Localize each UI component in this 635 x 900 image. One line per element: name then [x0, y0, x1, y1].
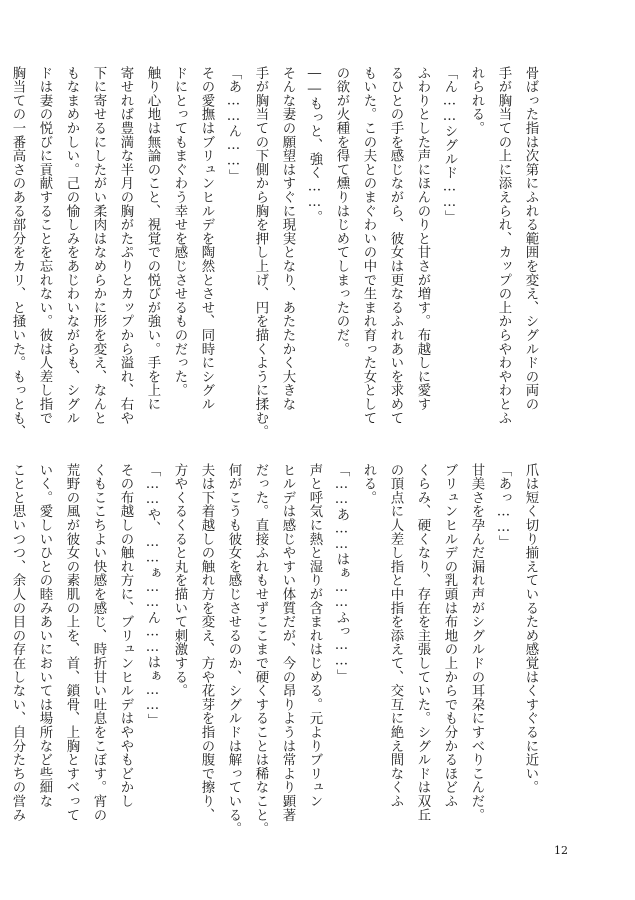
lower-text-column: くもここちよい快感を感じ、時折甘い吐息をこぼす。宵の: [91, 463, 106, 822]
lower-text-column: 荒野の風が彼女の素肌の上を、首、鎖骨、上胸とすべって: [64, 463, 79, 822]
lower-text-column: ヒルデは感じやすい体質だが、今の昂りようは常より顕著: [280, 463, 295, 822]
lower-text-column: の頂点に人差し指と中指を添えて、交互に絶え間なくふ: [388, 463, 403, 808]
upper-text-column: の欲が火種を得て燻りはじめてしまったのだ。: [334, 66, 349, 356]
lower-text-column: 方やくるくると丸を描いて刺激する。: [172, 463, 187, 698]
upper-text-column: 胸当ての一番高さのある部分をカリ、と掻いた。もっとも、: [10, 66, 25, 439]
lower-text-column: ことと思いつつ、余人の目の存在しない、自分たちの営み: [10, 463, 25, 822]
lower-text-block: [10, 463, 544, 836]
lower-text-column: 爪は短く切り揃えているため感覚はくすぐるに近い。: [523, 463, 538, 795]
lower-text-column: ブリュンヒルデの乳頭は布地の上からでも分かるほどふ: [442, 463, 457, 808]
lower-text-column: 「……や、……ぁ……ん……はぁ……」: [145, 463, 160, 728]
upper-text-column: もなまめかしい。己の愉しみをあじわいながらも、シグル: [64, 66, 79, 425]
upper-text-column: ドは妻の悦びに貢献することを忘れない。彼は人差し指で: [37, 66, 52, 425]
upper-text-column: るひとの手を感じながら、彼女は更なるふれあいを求めて: [388, 66, 403, 425]
lower-text-column: いく。愛しいひとの睦みあいにおいては場所など些細な: [37, 463, 52, 808]
lower-text-column: 声と呼気に熱と湿りが含まれはじめる。元よりブリュン: [307, 463, 322, 808]
lower-text-column: 何がこうも彼女を感じさせるのか、シグルドは解っている。: [226, 463, 241, 836]
lower-text-column: 「あっ……」: [496, 463, 511, 549]
lower-text-column: れる。: [361, 463, 376, 505]
upper-text-column: れられる。: [469, 66, 484, 135]
upper-text-column: 寄せれば豊満な半月の胸がたぷりとカップから溢れ、右や: [118, 66, 133, 425]
lower-text-column: 「……あ……はぁ……ふっ……」: [334, 463, 349, 683]
upper-text-column: もいた。この夫とのまぐわいの中で生まれ育った女として: [361, 66, 376, 425]
upper-text-column: ドにとってもまぐわう幸せを感じさせるものだった。: [172, 66, 187, 398]
upper-text-column: 「あ……ん……」: [226, 66, 241, 183]
upper-text-column: 下に寄せるにしたがい柔肉はなめらかに形を変え、なんと: [91, 66, 106, 425]
lower-text-column: 夫は下着越しの触れ方を変え、方や花芽を指の腹で擦り、: [199, 463, 214, 822]
upper-text-column: ふわりとした声にほんのりと甘さが増す。布越しに愛す: [415, 66, 430, 411]
upper-text-column: その愛撫はブリュンヒルデを陶然とさせ、同時にシグル: [199, 66, 214, 411]
upper-text-column: 手が胸当ての下側から胸を押し上げ、円を描くように揉む。: [253, 66, 268, 439]
upper-text-column: 触り心地は無論のこと、視覚での悦びが強い。手を上に: [145, 66, 160, 411]
lower-text-column: その布越しの触れ方に、ブリュンヒルデはややもどかし: [118, 463, 133, 808]
upper-text-column: そんな妻の願望はすぐに現実となり、あたたかく大きな: [280, 66, 295, 411]
lower-text-column: 甘美さを孕んだ漏れ声がシグルドの耳朶にすべりこんだ。: [469, 463, 484, 822]
page-number: 12: [554, 844, 568, 857]
upper-text-block: [10, 66, 544, 439]
upper-text-column: 手が胸当ての上に添えられ、カップの上からやわやわとふ: [496, 66, 511, 425]
upper-text-column: 骨ばった指は次第にふれる範囲を変え、シグルドの両の: [523, 66, 538, 411]
upper-text-column: 「ん……シグルド……」: [442, 66, 457, 225]
lower-text-column: だった。直接ふれもせずここまで硬くすることは稀なこと。: [253, 463, 268, 836]
upper-text-column: ――もっと、強く……。: [307, 66, 322, 225]
lower-text-column: くらみ、硬くなり、存在を主張していた。シグルドは双丘: [415, 463, 430, 822]
